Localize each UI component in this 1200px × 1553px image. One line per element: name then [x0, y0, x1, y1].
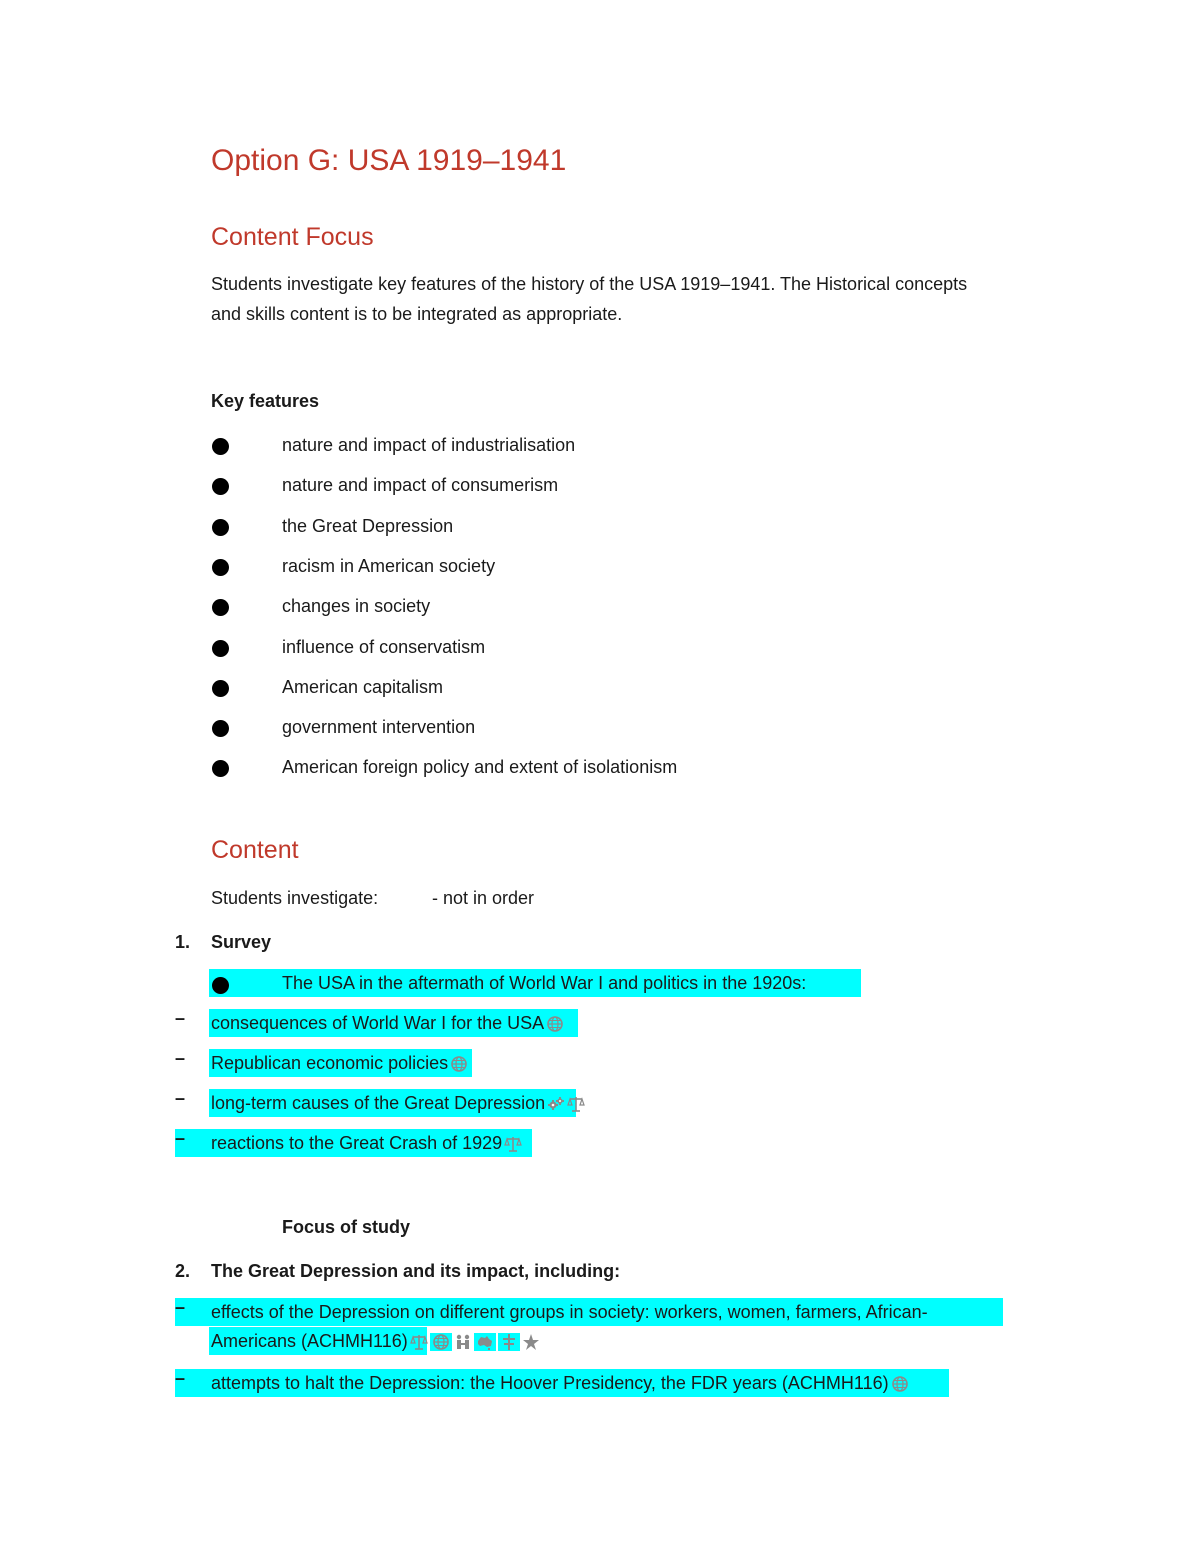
scales-icon [567, 1095, 585, 1113]
content-focus-heading: Content Focus [211, 223, 374, 251]
survey-item-3-text: long-term causes of the Great Depression [211, 1093, 546, 1113]
bullet [212, 478, 229, 495]
survey-item-4 [211, 1128, 522, 1158]
dash-marker: – [175, 1368, 186, 1388]
scales-icon [504, 1135, 522, 1153]
people-icon [454, 1333, 472, 1351]
dash-marker: – [175, 1297, 186, 1317]
dash-marker: – [175, 1128, 186, 1148]
key-feature-item: nature and impact of industrialisation [282, 435, 576, 455]
bullet [212, 977, 229, 994]
focus-of-study-label: Focus of study [282, 1217, 411, 1237]
key-feature-item: changes in society [282, 596, 431, 617]
bullet [212, 519, 229, 536]
key-features-heading: Key features [211, 391, 320, 411]
content-heading: Content [211, 836, 299, 864]
content-focus-line-2: and skills content is to be integrated as appropriate. [211, 304, 623, 324]
bullet [212, 680, 229, 697]
globe-icon [430, 1333, 452, 1351]
dash-marker: – [175, 1048, 186, 1068]
key-feature-item: government intervention [282, 717, 476, 738]
bullet [212, 438, 229, 455]
survey-item-1 [211, 1008, 564, 1038]
bullet [212, 559, 229, 576]
section-1-number: 1. [175, 932, 191, 952]
section-2-item-2 [211, 1368, 909, 1398]
section-1-label: Survey [211, 932, 272, 952]
dash-marker: – [175, 1088, 186, 1108]
section-2-item-1-line-1: effects of the Depression on different groups in society: workers, women, farmers, African- [211, 1302, 928, 1322]
content-intro: Students investigate: [211, 888, 379, 908]
section-2-number: 2. [175, 1261, 191, 1281]
globe-icon [450, 1055, 468, 1073]
section-2-label: The Great Depression and its impact, including: [211, 1261, 621, 1281]
page-title: Option G: USA 1919–1941 [211, 144, 567, 177]
dash-marker: – [175, 1008, 186, 1028]
survey-item-4-text: reactions to the Great Crash of 1929 [211, 1133, 503, 1153]
ethics-icon [498, 1333, 520, 1351]
scales-icon [410, 1333, 428, 1351]
section-1-bullet-text: The USA in the aftermath of World War I and politics in the 1920s: [282, 973, 807, 993]
survey-item-2 [211, 1048, 468, 1078]
key-feature-item: influence of conservatism [282, 636, 486, 657]
section-2-item-1-line-2 [211, 1326, 540, 1356]
globe-icon [891, 1375, 909, 1393]
survey-item-3 [211, 1088, 585, 1118]
key-feature-item: nature and impact of consumerism [282, 475, 559, 496]
australia-icon [474, 1333, 496, 1351]
star-icon [522, 1333, 540, 1351]
bullet [212, 599, 229, 616]
section-2-item-1-line-2-text: Americans (ACHMH116) [211, 1331, 408, 1351]
content-note: - not in order [432, 888, 535, 908]
section-2-item-2-text: attempts to halt the Depression: the Hoover Presidency, the FDR years (ACHMH116) [211, 1373, 889, 1393]
key-feature-item: the Great Depression [282, 515, 454, 536]
survey-item-2-text: Republican economic policies [211, 1053, 449, 1073]
bullet [212, 640, 229, 657]
bullet [212, 760, 229, 777]
survey-item-1-text: consequences of World War I for the USA [211, 1013, 545, 1033]
globe-icon [546, 1015, 564, 1033]
gears-icon [547, 1095, 565, 1113]
key-feature-item: racism in American society [282, 555, 496, 576]
key-feature-item: American capitalism [282, 676, 444, 697]
bullet [212, 720, 229, 737]
content-focus-line-1: Students investigate key features of the history of the USA 1919–1941. The Historical concepts [211, 274, 968, 294]
key-feature-item: American foreign policy and extent of isolationism [282, 757, 678, 778]
